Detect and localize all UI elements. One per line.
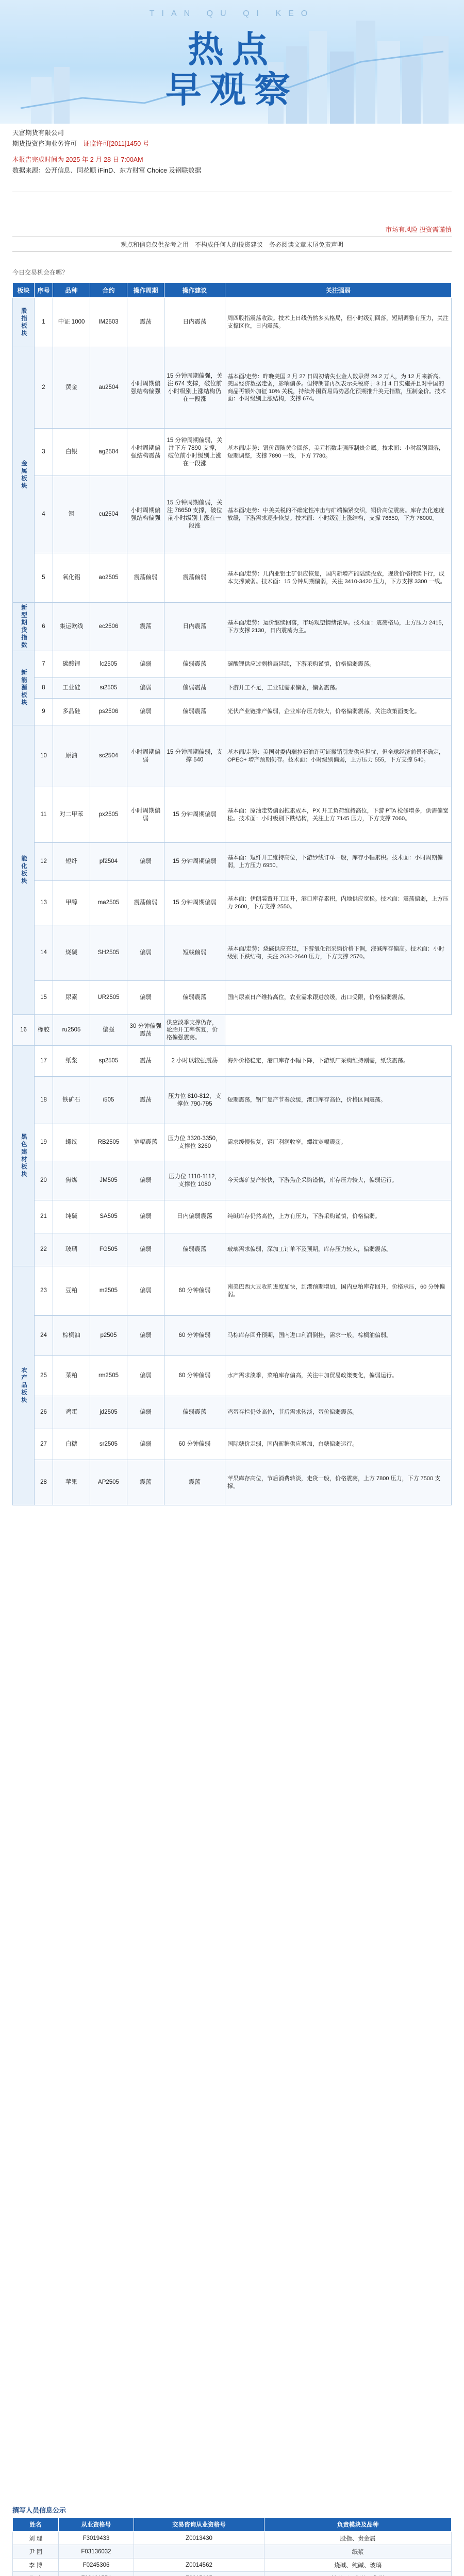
disclaimer-line: 观点和信息仅供参考之用 不构成任何人的投资建议 务必阅读文章末尾免责声明 [120,241,343,248]
col-contract: 合约 [90,283,127,298]
contract-code: i505 [90,1077,127,1124]
table-row [13,1077,452,1124]
operation-advice: 短线偏弱 [164,925,225,981]
table-row [13,1429,452,1460]
operation-advice: 日内偏弱震荡 [164,1200,225,1233]
operation-advice: 压力位 810-812，支撑位 790-795 [164,1077,225,1124]
contacts-col-name: 姓名 [13,2518,59,2532]
contact-advisory-license: Z0014562 [134,2558,264,2572]
row-number: 2 [35,347,53,429]
focus-note: 纯碱库存仍然高位，上方有压力，下游采购谨慎，价格偏弱。 [225,1200,452,1233]
data-source: 数据来源：公开信息、同花顺 iFinD、东方财富 Choice 及钢联数据 [12,167,201,174]
commodity-name: 纯碱 [53,1200,90,1233]
focus-note: 马棕库存回升预期，国内进口利润倒挂，需求一般，棕榈油偏弱。 [225,1316,452,1356]
row-number: 24 [35,1316,53,1356]
commodity-name: 甲醇 [53,881,90,925]
commodity-name: 白银 [53,429,90,476]
commodity-name: 集运欧线 [53,603,90,651]
table-row [13,1396,452,1429]
focus-note: 南美巴西大豆收割进度加快，到港预期增加，国内豆粕库存回升，价格承压，60 分钟偏弱。 [225,1266,452,1316]
contract-code: sp2505 [90,1046,127,1077]
table-header-row [13,283,452,298]
commodity-name: 豆粕 [53,1266,90,1316]
contact-name: 刘 理 [13,2532,59,2545]
focus-note: 基本面/走势：美国对委内瑞拉石油许可证撤销引发供应担忧，但全球经济前景不确定，OPEC+ 增产预期仍存。技术面：小时级别偏弱，上方压力 555，下方支撑 540。 [225,725,452,787]
row-number: 20 [35,1161,53,1200]
table-row [13,298,452,347]
commodity-name: 苹果 [53,1460,90,1505]
operation-advice: 15 分钟周期偏弱 [164,787,225,843]
focus-note: 下游开工不足，工业硅需求偏弱，偏弱震荡。 [225,678,452,699]
operation-cycle: 偏强 [90,1015,127,1046]
table-row [13,603,452,651]
operation-cycle: 偏弱 [127,699,164,725]
row-number: 25 [35,1356,53,1396]
focus-note: 基本面/走势：几内亚铝土矿供应恢复，国内新增产能陆续投放，现货价格持续下行，成本支撑减弱。技术面：15 分钟周期偏弱，关注 3410-3420 压力，下方支撑 3300 一线。 [225,553,452,603]
sector-cell: 新型期货指数 [13,603,35,651]
banner-title-line2: 早观察 [165,70,299,110]
table-row [13,1046,452,1077]
col-advice: 操作建议 [164,283,225,298]
operation-cycle: 偏弱 [127,925,164,981]
operation-cycle: 小时周期偏强结构偏强 [127,347,164,429]
banner-title-line1: 热点 [188,29,276,70]
contact-license [59,2572,134,2576]
contract-code: au2504 [90,347,127,429]
operation-cycle: 震荡 [127,298,164,347]
contacts-col-advisory-license: 交易咨询从业资格号 [134,2518,264,2532]
table-row [13,1233,452,1266]
contract-code: SA505 [90,1200,127,1233]
operation-advice: 15 分钟周期偏弱 [164,881,225,925]
operation-advice: 15 分钟周期偏弱，支撑 540 [164,725,225,787]
sector-cell: 股指板块 [13,298,35,347]
contract-code: pf2504 [90,843,127,881]
contract-code: m2505 [90,1266,127,1316]
commodity-name: 碳酸锂 [53,651,90,678]
row-number: 3 [35,429,53,476]
operation-cycle: 偏弱 [127,843,164,881]
table-row [13,1266,452,1316]
table-row [13,1124,452,1161]
col-name: 品种 [53,283,90,298]
row-number: 1 [35,298,53,347]
sector-cell: 金属板块 [13,347,35,603]
commodity-name: 短纤 [53,843,90,881]
contacts-table [12,2517,452,2576]
operation-advice: 60 分钟偏弱 [164,1266,225,1316]
focus-note: 基本面：短纤开工维持高位，下游纱线订单一般，库存小幅累积。技术面：小时周期偏弱，上方压力 6950。 [225,843,452,881]
commodity-name: 橡胶 [35,1015,53,1046]
operation-cycle: 偏弱 [127,1396,164,1429]
dept-label: 期货投资咨询业务许可 [12,140,77,147]
operation-advice: 震荡偏弱 [164,553,225,603]
table-row [13,1460,452,1505]
operation-advice: 30 分钟偏强震荡 [127,1015,164,1046]
row-number: 22 [35,1233,53,1266]
operation-advice: 60 分钟偏弱 [164,1429,225,1460]
row-number: 11 [35,787,53,843]
company-dept [12,139,452,149]
table-row [13,787,452,843]
operation-cycle: 小时周期偏强结构震荡 [127,429,164,476]
row-number: 8 [35,678,53,699]
table-row [13,981,452,1015]
col-sector: 板块 [13,283,35,298]
contract-code: sc2504 [90,725,127,787]
focus-note: 鸡蛋存栏仍处高位，节后需求转淡，蛋价偏弱震荡。 [225,1396,452,1429]
focus-note: 基本面/走势：银价跟随黄金回落，美元指数走强压制贵金属。技术面：小时级别回落，短期调整，支撑 7890 一线，下方 7780。 [225,429,452,476]
company-info [12,128,452,176]
contact-advisory-license: Z0013430 [134,2532,264,2545]
focus-note: 周四股指震荡收跌。技术上日线仍然多头格局，但小时级别回落，短期调整有压力，关注支撑区位，日内震荡。 [225,298,452,347]
row-number: 28 [35,1460,53,1505]
table-row [13,678,452,699]
focus-note: 碳酸锂供应过剩格局延续，下游采购谨慎，价格偏弱震荡。 [225,651,452,678]
contract-code: ec2506 [90,603,127,651]
focus-note: 基本面/走势：烧碱供应充足，下游氧化铝采购价格下调，液碱库存偏高。技术面：小时级别下跌结构，关注 2630-2640 压力，下方支撑 2570。 [225,925,452,981]
table-row [13,1015,452,1046]
commodity-name: 烧碱 [53,925,90,981]
contact-advisory-license [134,2572,264,2576]
operation-advice: 偏弱震荡 [164,981,225,1015]
focus-note: 供应淡季支撑仍存，轮胎开工率恢复，价格偏强震荡。 [164,1015,225,1046]
contact-scope [264,2572,452,2576]
operation-advice: 偏弱震荡 [164,1233,225,1266]
operation-cycle: 偏弱 [127,1429,164,1460]
contract-code: ps2506 [90,699,127,725]
contact-name: 李 博 [13,2558,59,2572]
operation-cycle: 震荡 [127,1460,164,1505]
header-banner [0,0,464,124]
license-label: 证监许可[2011]1450 号 [83,140,150,147]
focus-note: 国际糖价走弱，国内新糖供应增加，白糖偏弱运行。 [225,1429,452,1460]
operation-cycle: 震荡 [127,1077,164,1124]
commodity-name: 玻璃 [53,1233,90,1266]
contract-code: RB2505 [90,1124,127,1161]
sector-cell: 黑色建材板块 [13,1046,35,1266]
row-number: 12 [35,843,53,881]
operation-cycle: 偏弱 [127,678,164,699]
commodity-name: 螺纹 [53,1124,90,1161]
operation-advice: 15 分钟周期偏强，关注 674 支撑，破位前小时级别上涨结构仍在一段涨 [164,347,225,429]
commodity-name: 黄金 [53,347,90,429]
operation-cycle: 震荡偏弱 [127,881,164,925]
operation-cycle: 偏弱 [127,1161,164,1200]
contacts-col-license: 从业资格号 [59,2518,134,2532]
row-number: 9 [35,699,53,725]
commodity-name: 中证 1000 [53,298,90,347]
focus-note: 苹果库存高位，节后消费转淡，走货一般，价格震荡，上方 7800 压力，下方 7500 支撑。 [225,1460,452,1505]
contract-code: sr2505 [90,1429,127,1460]
contact-license: F0245306 [59,2558,134,2572]
operation-cycle: 小时周期偏弱 [127,725,164,787]
contract-code: si2505 [90,678,127,699]
contact-name: 尹 园 [13,2545,59,2558]
operation-advice: 15 分钟周期偏弱 [164,843,225,881]
focus-note: 基本面：伊朗装置开工回升，港口库存累积，内地供应宽松。技术面：震荡偏弱，上方压力 2600，下方支撑 2550。 [225,881,452,925]
row-number: 21 [35,1200,53,1233]
row-number: 10 [35,725,53,787]
contract-code: lc2505 [90,651,127,678]
col-cycle: 操作周期 [127,283,164,298]
report-time: 本报告完成时间为 2025 年 2 月 28 日 7:00AM [12,156,143,163]
commodity-name: 菜粕 [53,1356,90,1396]
operation-advice: 日内震荡 [164,298,225,347]
contract-code: ma2505 [90,881,127,925]
focus-note: 光伏产业链排产偏弱，企业库存压力较大，价格偏弱震荡，关注政策面变化。 [225,699,452,725]
contract-code: ag2504 [90,429,127,476]
table-row [13,1200,452,1233]
row-number: 23 [35,1266,53,1316]
focus-note: 玻璃需求偏弱，深加工订单不及预期，库存压力较大，偏弱震荡。 [225,1233,452,1266]
table-row [13,553,452,603]
contract-code: ao2505 [90,553,127,603]
row-number: 19 [35,1124,53,1161]
contact-row [13,2532,452,2545]
focus-note: 海外价格稳定，港口库存小幅下降，下游纸厂采购维持刚需，纸浆震荡。 [225,1046,452,1077]
table-row [13,1161,452,1200]
contact-license: F03136032 [59,2545,134,2558]
row-number: 16 [13,1015,35,1046]
operation-advice: 偏弱震荡 [164,678,225,699]
contract-code: SH2505 [90,925,127,981]
focus-note: 基本面/走势：昨晚美国 2 月 27 日周初请失业金人数录得 24.2 万人，为 12 月来新高。美国经济数据走弱，影响偏多。但特朗普再次表示关税将于 3 月 4 日实施并且对中国的商品再额外加征 10% 关税，持续外围贸易局势恶化预期推升美元指数，压制金价。技术面：小时级别上涨结构，支撑 674。 [225,347,452,429]
operation-advice: 压力位 3320-3350，支撑位 3260 [164,1124,225,1161]
focus-note: 短期震荡，钢厂复产节奏放缓，港口库存高位，价格区间震荡。 [225,1077,452,1124]
contact-row [13,2545,452,2558]
commodity-name: 鸡蛋 [53,1396,90,1429]
commodity-name: 原油 [53,725,90,787]
commodity-name: 多晶硅 [53,699,90,725]
focus-note: 国内尿素日产维持高位，农业需求跟进放缓，出口受限，价格偏弱震荡。 [225,981,452,1015]
banner-pinyin: TIAN QU QI KEO [149,9,315,18]
focus-note: 基本面/走势：运价继续回落，市场观望情绪浓厚。技术面：震荡格局，上方压力 2415，下方支撑 2130，日内震荡为主。 [225,603,452,651]
operation-cycle: 偏弱 [127,1233,164,1266]
sector-cell: 能化板块 [13,725,35,1015]
operation-cycle: 震荡 [127,603,164,651]
risk-hint: 市场有风险 投资需谨慎 [385,226,452,233]
table-row [13,1356,452,1396]
operation-cycle: 偏弱 [127,1266,164,1316]
commodity-name: 氧化铝 [53,553,90,603]
operation-cycle: 偏弱 [127,981,164,1015]
commodity-name: 棕榈油 [53,1316,90,1356]
table-row [13,429,452,476]
contract-code: JM505 [90,1161,127,1200]
contact-row [13,2572,452,2576]
table-row [13,725,452,787]
operation-cycle: 宽幅震荡 [127,1124,164,1161]
contacts-title: 撰写人员信息公示 [12,2506,67,2514]
contract-code: UR2505 [90,981,127,1015]
operation-advice: 压力位 1110-1112，支撑位 1080 [164,1161,225,1200]
strategy-table [12,282,452,1505]
row-number: 27 [35,1429,53,1460]
row-number: 26 [35,1396,53,1429]
contact-name [13,2572,59,2576]
operation-advice: 2 小时以较强震荡 [164,1046,225,1077]
table-row [13,347,452,429]
commodity-name: 工业硅 [53,678,90,699]
operation-cycle: 偏弱 [127,1200,164,1233]
operation-advice: 日内震荡 [164,603,225,651]
focus-note: 基本面：原油走势偏弱拖累成本，PX 开工负荷维持高位，下游 PTA 检修增多，供需偏宽松。技术面：小时级别下跌结构，关注上方 7145 压力，下方支撑 7060。 [225,787,452,843]
col-no: 序号 [35,283,53,298]
focus-note: 水产需求淡季，菜粕库存偏高，关注中加贸易政策变化，偏弱运行。 [225,1356,452,1396]
contact-row [13,2558,452,2572]
commodity-name: 铜 [53,476,90,553]
operation-cycle: 小时周期偏强结构偏强 [127,476,164,553]
contract-code: jd2505 [90,1396,127,1429]
table-row [13,1316,452,1356]
table-row [13,925,452,981]
company-name: 天富期货有限公司 [12,129,64,137]
commodity-name: 对二甲苯 [53,787,90,843]
row-number: 5 [35,553,53,603]
operation-advice: 偏弱震荡 [164,699,225,725]
operation-advice: 60 分钟偏弱 [164,1316,225,1356]
operation-cycle: 偏弱 [127,1356,164,1396]
row-number: 14 [35,925,53,981]
contract-code: px2505 [90,787,127,843]
contact-scope: 股指、贵金属 [264,2532,452,2545]
row-number: 17 [35,1046,53,1077]
operation-cycle: 震荡 [127,1046,164,1077]
question-heading: 今日交易机会在哪？ [12,269,69,276]
commodity-name: 铁矿石 [53,1077,90,1124]
contact-scope: 烧碱、纯碱、玻璃 [264,2558,452,2572]
contract-code: rm2505 [90,1356,127,1396]
table-row [13,476,452,553]
row-number: 15 [35,981,53,1015]
operation-advice: 60 分钟偏弱 [164,1356,225,1396]
row-number: 18 [35,1077,53,1124]
commodity-name: 焦煤 [53,1161,90,1200]
row-number: 13 [35,881,53,925]
contact-scope: 纸浆 [264,2545,452,2558]
operation-advice: 偏弱震荡 [164,1396,225,1429]
contacts-header-row [13,2518,452,2532]
focus-note: 基本面/走势：中美关税的不确定性冲击与矿端偏紧交织，铜价高位震荡。库存去化速度放缓，下游需求逐步恢复。技术面：小时级别上涨结构，支撑 76650，下方 76000。 [225,476,452,553]
contacts-col-scope: 负责模块及品种 [264,2518,452,2532]
operation-advice: 15 分钟周期偏弱，关注 76650 支撑，破位前小时级别上涨在一段涨 [164,476,225,553]
operation-cycle: 偏弱 [127,651,164,678]
sector-cell: 新能源板块 [13,651,35,725]
divider [12,251,452,252]
commodity-name: 尿素 [53,981,90,1015]
operation-cycle: 震荡偏弱 [127,553,164,603]
focus-note: 今天煤矿复产较快，下游焦企采购谨慎，库存压力较大，偏弱运行。 [225,1161,452,1200]
contract-code: cu2504 [90,476,127,553]
table-row [13,881,452,925]
operation-cycle: 小时周期偏弱 [127,787,164,843]
commodity-name: 纸浆 [53,1046,90,1077]
col-focus: 关注强弱 [225,283,452,298]
contract-code: p2505 [90,1316,127,1356]
row-number: 4 [35,476,53,553]
commodity-name: 白糖 [53,1429,90,1460]
contract-code: FG505 [90,1233,127,1266]
operation-cycle: 偏弱 [127,1316,164,1356]
contract-code: IM2503 [90,298,127,347]
operation-advice: 15 分钟周期偏弱，关注下方 7890 支撑，破位前小时级别上涨在一段涨 [164,429,225,476]
sector-cell: 农产品板块 [13,1266,35,1505]
contact-license: F3019433 [59,2532,134,2545]
contract-code: AP2505 [90,1460,127,1505]
table-row [13,651,452,678]
contact-advisory-license [134,2545,264,2558]
contract-code: ru2505 [53,1015,90,1046]
operation-advice: 震荡 [164,1460,225,1505]
table-row [13,843,452,881]
row-number: 6 [35,603,53,651]
focus-note: 需求缓慢恢复，钢厂利润收窄，螺纹宽幅震荡。 [225,1124,452,1161]
row-number: 7 [35,651,53,678]
operation-advice: 偏弱震荡 [164,651,225,678]
table-row [13,699,452,725]
